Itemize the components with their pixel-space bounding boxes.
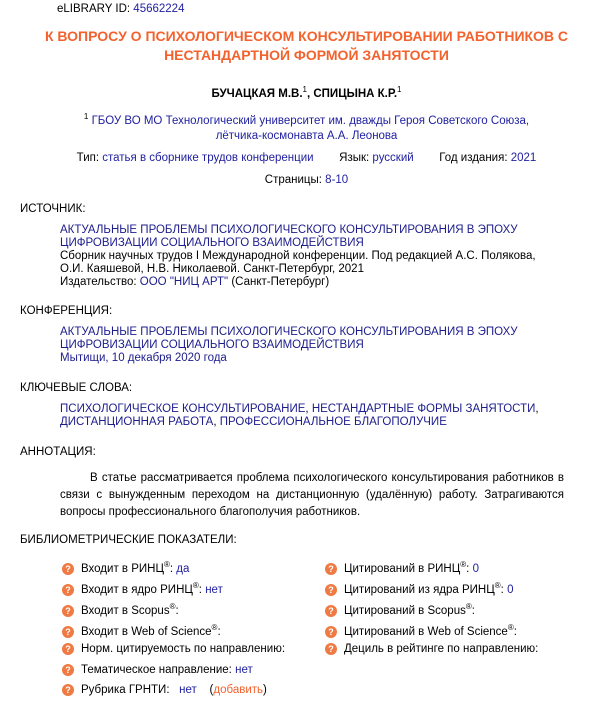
help-icon[interactable]: ? (325, 605, 337, 617)
author-link[interactable]: СПИЦЫНА К.Р. (313, 87, 398, 100)
indicator-value[interactable]: нет (235, 664, 253, 677)
elibrary-id (57, 3, 184, 15)
help-icon[interactable]: ? (62, 605, 74, 617)
help-icon[interactable]: ? (325, 563, 337, 575)
indicator-label: Дециль в рейтинге по направлению: (344, 643, 539, 656)
keywords-heading: КЛЮЧЕВЫЕ СЛОВА: (20, 382, 133, 394)
affiliation-sup: 1 (83, 112, 89, 121)
annotation-text: В статье рассматривается проблема психологического консультирования работников в связи с вынужденным переходом на дистанционную (удалённую) работу. Затрагиваются вопросы профессионального благополучия работников. (60, 472, 564, 518)
reg-mark: ® (211, 623, 218, 632)
indicator-value[interactable]: нет (205, 583, 223, 596)
reg-mark: ® (169, 602, 176, 611)
indicator-decile (325, 643, 538, 655)
keyword-link[interactable]: НЕСТАНДАРТНЫЕ ФОРМЫ ЗАНЯТОСТИ (311, 403, 536, 415)
indicator-value[interactable]: да (176, 562, 190, 575)
help-icon[interactable]: ? (62, 684, 74, 696)
year-label: Год издания: (439, 152, 508, 164)
keyword-link[interactable]: ПСИХОЛОГИЧЕСКОЕ КОНСУЛЬТИРОВАНИЕ (60, 403, 306, 415)
indicator-colon: : (175, 604, 179, 617)
indicator-label: Цитирований в РИНЦ (344, 562, 461, 575)
keyword-link[interactable]: ДИСТАНЦИОННАЯ РАБОТА (60, 416, 214, 428)
indicator-label: Цитирований в Web of Science (344, 625, 508, 638)
help-icon[interactable]: ? (62, 643, 74, 655)
affiliation (60, 109, 553, 144)
help-icon[interactable]: ? (325, 584, 337, 596)
source-block (60, 224, 560, 289)
indicator-citations-scopus (325, 602, 475, 617)
indicator-label: Входит в Scopus (81, 604, 170, 617)
help-icon[interactable]: ? (62, 664, 74, 676)
indicator-rinc (62, 560, 189, 575)
year-value[interactable]: 2021 (510, 152, 537, 164)
source-heading: ИСТОЧНИК: (20, 203, 86, 215)
indicator-norm-citation (62, 643, 285, 655)
indicator-label: Цитирований в Scopus (344, 604, 466, 617)
reg-mark: ® (465, 602, 472, 611)
indicator-colon: : (466, 562, 470, 575)
author-sup: 1 (302, 85, 307, 94)
language-value[interactable]: русский (372, 152, 414, 164)
indicator-colon: : (198, 583, 202, 596)
help-icon[interactable]: ? (325, 643, 337, 655)
author-sup: 1 (397, 85, 402, 94)
reg-mark: ® (507, 623, 514, 632)
article-title: К ВОПРОСУ О ПСИХОЛОГИЧЕСКОМ КОНСУЛЬТИРОВАНИИ РАБОТНИКОВ С НЕСТАНДАРТНОЙ ФОРМОЙ ЗАНЯТОСТИ (44, 28, 569, 63)
indicator-value[interactable]: 0 (472, 562, 479, 575)
article-meta (0, 152, 613, 164)
conference-place-date: Мытищи, 10 декабря 2020 года (60, 352, 227, 364)
keyword-link[interactable]: ПРОФЕССИОНАЛЬНОЕ БЛАГОПОЛУЧИЕ (219, 416, 447, 428)
help-icon[interactable]: ? (62, 626, 74, 638)
help-icon[interactable]: ? (62, 584, 74, 596)
indicator-colon: : (500, 583, 504, 596)
indicator-scopus (62, 602, 179, 617)
elibrary-id-label: eLIBRARY ID: (57, 3, 131, 15)
indicator-label: Цитирований из ядра РИНЦ (344, 583, 495, 596)
author-link[interactable]: БУЧАЦКАЯ М.В. (211, 87, 303, 100)
indicator-label: Рубрика ГРНТИ: (81, 684, 170, 697)
pages-value[interactable]: 8-10 (325, 174, 349, 186)
source-description: Сборник научных трудов I Международной конференции. Под редакцией А.С. Полякова, О.И. Каяшевой, Н.В. Николаевой. Санкт-Петербург, 2021 (60, 250, 536, 275)
publisher-line (60, 276, 560, 289)
pages (0, 174, 613, 186)
publisher-link[interactable]: ООО "НИЦ АРТ" (139, 276, 229, 288)
reg-mark: ® (494, 581, 501, 590)
indicator-colon: : (513, 625, 517, 638)
reg-mark: ® (460, 560, 467, 569)
authors: БУЧАЦКАЯ М.В.$^1$, СПИЦЫНА К.Р.$^1$ (211, 85, 402, 100)
indicator-citations-wos (325, 623, 517, 638)
indicator-label: Входит в РИНЦ (81, 562, 164, 575)
annotation-heading: АННОТАЦИЯ: (20, 446, 96, 458)
indicator-thematic (62, 664, 253, 676)
reg-mark: ® (163, 560, 170, 569)
indicator-colon: : (217, 625, 221, 638)
elibrary-id-value[interactable]: 45662224 (133, 3, 185, 15)
language-label: Язык: (339, 152, 370, 164)
indicator-value[interactable]: нет (179, 684, 197, 697)
type-label: Тип: (76, 152, 100, 164)
add-grnti-link[interactable]: добавить (213, 684, 264, 697)
indicator-citations-rinc-core (325, 581, 513, 596)
source-title-link[interactable]: АКТУАЛЬНЫЕ ПРОБЛЕМЫ ПСИХОЛОГИЧЕСКОГО КОНСУЛЬТИРОВАНИЯ В ЭПОХУ ЦИФРОВИЗАЦИИ СОЦИАЛЬНОГО ВЗАИМОДЕЙСТВИЯ (60, 224, 518, 249)
publisher-city: (Санкт-Петербург) (231, 276, 330, 288)
publisher-label: Издательство: (60, 276, 137, 288)
keywords-block: ПСИХОЛОГИЧЕСКОЕ КОНСУЛЬТИРОВАНИЕ, НЕСТАНДАРТНЫЕ ФОРМЫ ЗАНЯТОСТИ, ДИСТАНЦИОННАЯ РАБОТА, ПРОФЕССИОНАЛЬНОЕ БЛАГОПОЛУЧИЕ (60, 403, 539, 428)
indicator-citations-rinc (325, 560, 479, 575)
indicator-wos (62, 623, 221, 638)
indicator-colon: : (471, 604, 475, 617)
conference-title-link[interactable]: АКТУАЛЬНЫЕ ПРОБЛЕМЫ ПСИХОЛОГИЧЕСКОГО КОНСУЛЬТИРОВАНИЯ В ЭПОХУ ЦИФРОВИЗАЦИИ СОЦИАЛЬНОГО ВЗАИМОДЕЙСТВИЯ (60, 326, 518, 351)
type-value[interactable]: статья в сборнике трудов конференции (102, 152, 314, 164)
pages-label: Страницы: (264, 174, 322, 186)
conference-block (60, 326, 560, 365)
indicator-label: Тематическое направление: (81, 664, 232, 677)
indicator-label: Входит в Web of Science (81, 625, 212, 638)
indicator-value[interactable]: 0 (507, 583, 514, 596)
indicator-label: Входит в ядро РИНЦ (81, 583, 193, 596)
biblio-heading: БИБЛИОМЕТРИЧЕСКИЕ ПОКАЗАТЕЛИ: (20, 534, 237, 546)
affiliation-link[interactable]: ГБОУ ВО МО Технологический университет им. дважды Героя Советского Союза, лётчика-космонавта А.А. Леонова (91, 114, 530, 142)
indicator-label: Норм. цитируемость по направлению: (81, 643, 286, 656)
indicator-colon: : (169, 562, 174, 575)
help-icon[interactable]: ? (325, 626, 337, 638)
reg-mark: ® (192, 581, 199, 590)
indicator-grnti: ? Рубрика ГРНТИ: нет (добавить) (62, 684, 267, 696)
conference-heading: КОНФЕРЕНЦИЯ: (20, 305, 113, 317)
indicator-rinc-core (62, 581, 223, 596)
help-icon[interactable]: ? (62, 563, 74, 575)
